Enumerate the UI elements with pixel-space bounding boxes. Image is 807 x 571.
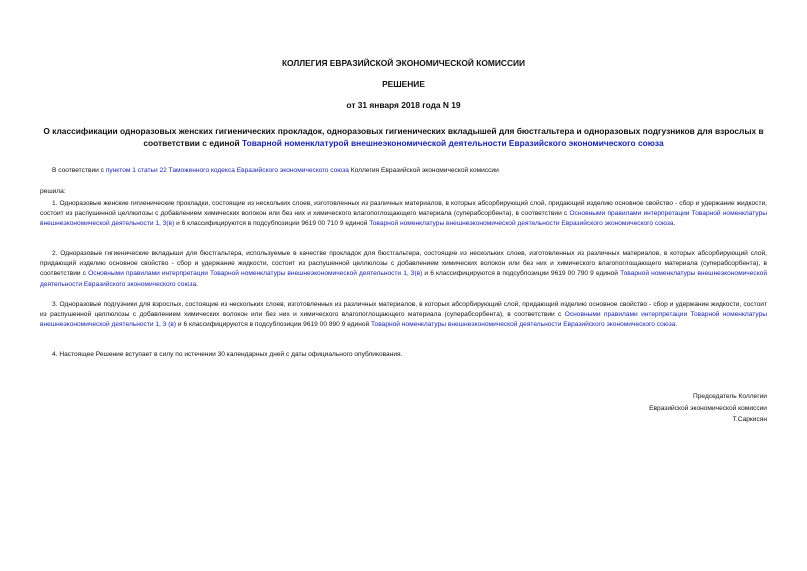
signature-block: [649, 391, 767, 426]
paragraph-2-text-2: и 6 классифицируются в подсубпозиции 9619 00 790 9 единой: [422, 270, 621, 278]
paragraph-2: [40, 249, 767, 290]
intro-text-post: Коллегия Евразийской экономической комиссии: [348, 167, 499, 174]
paragraph-1-text-2: и 6 классифицируются в подсубпозиции 9619 00 710 9 единой: [174, 220, 370, 228]
signature-organization: Евразийской экономической комиссии: [649, 404, 767, 412]
paragraph-2-link-rules[interactable]: Основными правилами интерпретации Товарной номенклатуры внешнеэкономической деятельности 1, 3(в): [88, 270, 423, 278]
document-date: от 31 января 2018 года N 19: [346, 100, 461, 110]
paragraph-1-end: .: [673, 220, 676, 228]
paragraph-1-link-rules[interactable]: Основными правилами интерпретации Товарной номенклатуры внешнеэкономической деятельности 1, 3(в): [40, 210, 767, 228]
paragraph-2-end: .: [196, 280, 198, 288]
title-link-customs-nomenclature[interactable]: Товарной номенклатурой внешнеэкономической деятельности Евразийского экономического союза: [242, 138, 664, 148]
paragraph-3: [40, 300, 767, 331]
intro-link-customs-code[interactable]: пунктом 1 статьи 22 Таможенного кодекса Евразийского экономического союза: [105, 167, 349, 174]
paragraph-3-link-rules[interactable]: Основными правилами интерпретации Товарной номенклатуры внешнеэкономической деятельности 1, 3 (в): [40, 311, 767, 329]
intro-text-pre: В соответствии с: [52, 167, 106, 174]
paragraph-1-link-nomenclature[interactable]: Товарной номенклатуры внешнеэкономической деятельности Евразийского экономического союза: [369, 220, 674, 228]
document-type-heading: РЕШЕНИЕ: [382, 79, 425, 89]
paragraph-1-text: 1. Одноразовые женские гигиенические прокладки, состоящие из нескольких слоев, изготовленных из различных материалов, в которых абсорбирующий слой, придающий изделию основное свойство - сбор и удержание жидкости, состоит из распушенной целлюлозы с добавлением химических волокон или без них и химического влагопоглощающего материала (суперабсорбента), в соответствии с: [40, 200, 767, 218]
paragraph-2-text: 2. Одноразовые гигиенические вкладыши для бюстгальтера, используемые в качестве прокладок для бюстгальтера, состоящие из нескольких слоев, изготовленных из различных материалов, в которых абсорбирующий слой, придающий изделию основное свойство - сбор и удержание жидкости, состоит из распушенной целлюлозы с добавлением химических волокон или без них и химического влагопоглощающего материала (суперабсорбента), в соответствии с: [40, 250, 767, 278]
paragraph-3-end: .: [675, 321, 678, 329]
organization-heading: КОЛЛЕГИЯ ЕВРАЗИЙСКОЙ ЭКОНОМИЧЕСКОЙ КОМИССИИ: [281, 58, 526, 68]
paragraph-3-text: 3. Одноразовые подгузники для взрослых, состоящие из нескольких слоев, изготовленных из различных материалов, в которых абсорбирующий слой, придающий изделию основное свойство - сбор и удержание жидкости, состоит из распушенной целлюлозы с добавлением химических волокон или без них и химического влагопоглощающего материала (суперабсорбента), в соответствии с: [40, 301, 767, 319]
signature-position: Председатель Коллегии: [693, 393, 767, 400]
decided-label: решила:: [40, 188, 66, 195]
title-text: О классификации одноразовых женских гигиенических прокладок, одноразовых гигиенических вкладышей для бюстгальтера и одноразовых подгузников для взрослых в соответствии с единой: [43, 126, 764, 148]
paragraph-3-link-nomenclature[interactable]: Товарной номенклатуры внешнеэкономической деятельности Евразийского экономического союза: [371, 321, 676, 329]
paragraph-3-text-2: и 6 классифицируются в подсубпозиции 9619 00 890 9 единой: [176, 321, 372, 329]
paragraph-2-link-nomenclature[interactable]: Товарной номенклатуры внешнеэкономической деятельности Евразийского экономического союза: [40, 270, 767, 288]
paragraph-4: 4. Настоящее Решение вступает в силу по истечении 30 календарных дней с даты официального опубликования.: [52, 351, 403, 358]
intro-paragraph: [52, 166, 767, 176]
signature-name: Т.Саркисян: [732, 416, 767, 423]
document-title: [40, 125, 767, 149]
paragraph-1: [40, 199, 767, 230]
